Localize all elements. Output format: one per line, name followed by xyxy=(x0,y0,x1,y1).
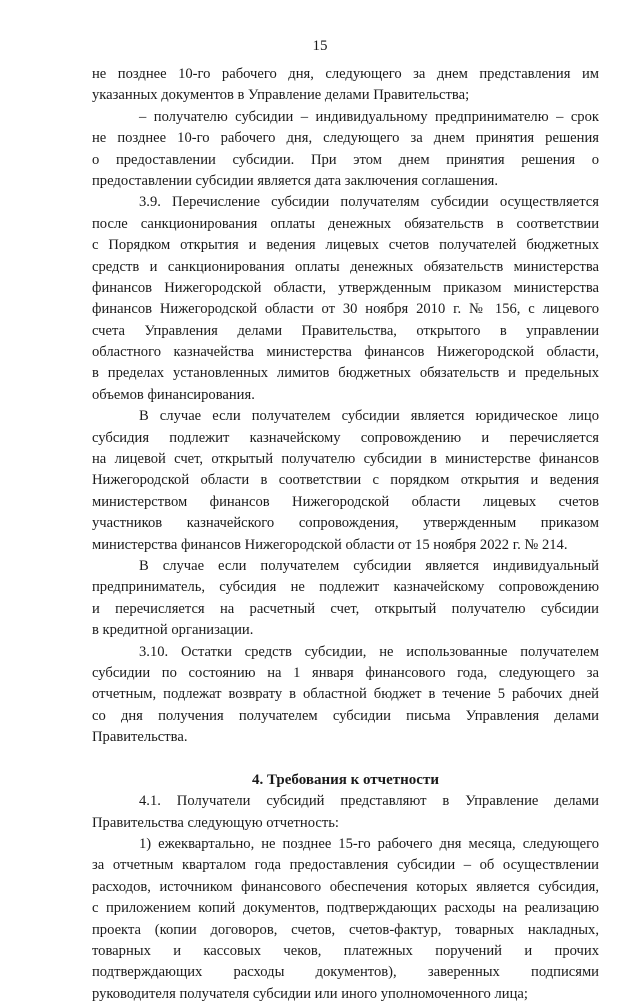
page-number: 15 xyxy=(312,38,328,54)
text-line: субсидии по состоянию на 1 января финансового года, следующего за xyxy=(92,664,599,681)
text-line: министерством финансов Нижегородской области лицевых счетов xyxy=(92,493,599,510)
text-line: 1) ежеквартально, не позднее 15-го рабочего дня месяца, следующего xyxy=(139,836,599,853)
text-line: товарных и кассовых чеков, платежных поручений и прочих xyxy=(92,943,599,960)
text-line: 4.1. Получатели субсидий представляют в Управление делами xyxy=(139,793,599,810)
paragraph-gap xyxy=(92,749,599,770)
text-line: субсидия подлежит казначейскому сопровождению и перечисляется xyxy=(92,429,599,446)
document-body xyxy=(92,64,599,1005)
text-line: областного казначейства министерства финансов Нижегородской области, xyxy=(92,344,599,361)
section-heading: 4. Требования к отчетности xyxy=(252,771,439,788)
text-line: финансов Нижегородской области от 30 ноября 2010 г. № 156, с лицевого xyxy=(92,301,599,318)
text-line: Правительства. xyxy=(92,729,188,746)
text-line: 3.10. Остатки средств субсидии, не использованные получателем xyxy=(139,643,599,660)
text-line: со дня получения получателем субсидии письма Управления делами xyxy=(92,707,599,724)
text-line: предприниматель, субсидия не подлежит казначейскому сопровождению xyxy=(92,579,599,596)
text-line: в кредитной организации. xyxy=(92,622,254,639)
text-line: предоставлении субсидии является дата заключения соглашения. xyxy=(92,172,499,189)
text-line: отчетным, подлежат возврату в областной бюджет в течение 5 рабочих дней xyxy=(92,686,599,703)
text-line: участников казначейского сопровождения, утвержденным приказом xyxy=(92,515,599,532)
text-line: и перечисляется на расчетный счет, открытый получателю субсидии xyxy=(92,600,599,617)
text-line: на лицевой счет, открытый получателю субсидии в министерстве финансов xyxy=(92,451,599,468)
text-line: о предоставлении субсидии. При этом днем принятия решения о xyxy=(92,151,599,168)
text-line: средств и санкционирования оплаты денежных обязательств министерства xyxy=(92,258,599,275)
text-line: министерства финансов Нижегородской области от 15 ноября 2022 г. № 214. xyxy=(92,536,568,553)
text-line: 3.9. Перечисление субсидии получателям субсидии осуществляется xyxy=(139,194,599,211)
text-line: подтверждающих расходы документов), заверенных подписями xyxy=(92,964,599,981)
text-line: в пределах установленных лимитов бюджетных обязательств и предельных xyxy=(92,365,599,382)
text-line: объемов финансирования. xyxy=(92,386,255,403)
text-line: за отчетным кварталом года предоставления субсидии – об осуществлении xyxy=(92,857,599,874)
text-line: – получателю субсидии – индивидуальному предпринимателю – срок xyxy=(139,108,599,125)
text-line: не позднее 10-го рабочего дня, следующего за днем принятия решения xyxy=(92,130,599,147)
text-line: с приложением копий документов, подтверждающих расходы на реализацию xyxy=(92,900,599,917)
text-line: после санкционирования оплаты денежных обязательств в соответствии xyxy=(92,215,599,232)
text-line: руководителя получателя субсидии или иного уполномоченного лица; xyxy=(92,985,528,1002)
text-line: расходов, источником финансового обеспечения которых является субсидия, xyxy=(92,878,599,895)
text-line: счета Управления делами Правительства, открытого в управлении xyxy=(92,322,599,339)
text-line: проекта (копии договоров, счетов, счетов-фактур, товарных накладных, xyxy=(92,921,599,938)
text-line: финансов Нижегородской области, утвержденным приказом министерства xyxy=(92,279,599,296)
text-line: с Порядком открытия и ведения лицевых счетов получателей бюджетных xyxy=(92,237,599,254)
text-line: не позднее 10-го рабочего дня, следующего за днем представления им xyxy=(92,66,599,82)
text-line: В случае если получателем субсидии является индивидуальный xyxy=(139,557,599,574)
text-line: указанных документов в Управление делами Правительства; xyxy=(92,87,470,104)
text-line: Нижегородской области в соответствии с порядком открытия и ведения xyxy=(92,472,599,489)
text-line: Правительства следующую отчетность: xyxy=(92,814,339,831)
text-line: В случае если получателем субсидии является юридическое лицо xyxy=(139,408,599,425)
